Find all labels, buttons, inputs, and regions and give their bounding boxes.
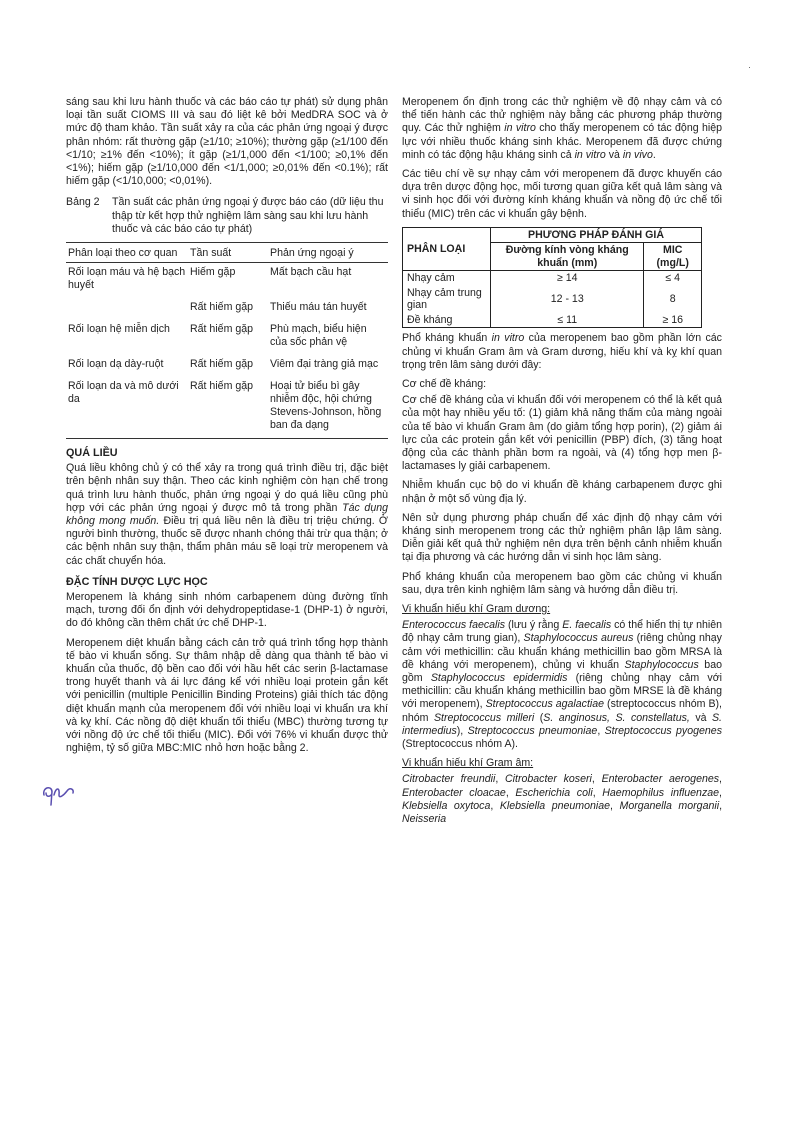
cell-reaction: Thiếu máu tán huyết (270, 301, 367, 314)
testing-paragraph: Nên sử dụng phương pháp chuẩn để xác định độ nhạy cảm với kháng sinh meropenem trong các thử nghiệm phân lập lâm sàng. Diễn giải kết quả thử nghiệm nên dựa trên bệnh cảnh nhiễm khuẩn tại địa phương và các hướng dẫn vi sinh học lâm sàng. (402, 511, 722, 564)
mic-category: Đề kháng (403, 313, 491, 328)
gram-negative-list: Citrobacter freundii, Citrobacter koseri, Enterobacter aerogenes, Enterobacter cloacae, Escherichia coli, Haemophilus influenzae, Klebsiella oxytoca, Klebsiella pneumoniae, Morganella morganii, Neisseria (402, 773, 723, 826)
table-2-caption (66, 196, 388, 236)
cell-organ-class: Rối loạn hệ miễn dịch (68, 323, 170, 336)
mic-value: ≥ 16 (644, 313, 702, 328)
mic-category: Nhạy cảm trung gian (403, 286, 491, 313)
gram-positive-label: Vi khuẩn hiếu khí Gram dương: (402, 602, 551, 615)
mic-header-category: PHÂN LOẠI (403, 227, 491, 271)
cell-frequency: Rất hiếm gặp (188, 377, 268, 439)
table-row (66, 355, 388, 377)
pharmacodynamics-heading: ĐẶC TÍNH DƯỢC LỰC HỌC (66, 575, 208, 588)
susceptibility-table (402, 227, 702, 329)
pharmacodynamics-paragraph-2: Meropenem diệt khuẩn bằng cách cản trở quá trình tổng hợp thành tế bào vi khuẩn sống. Sự thâm nhập dễ dàng qua thành tế bào vi khuẩn của thuốc, độ bền cao đối với hầu hết các serin β-lactamase trong huyết thanh và ái lực đáng kể với nhiều loại protein gắn kết với penicillin (multiple Penicillin Binding Proteins) giải thích tác động diệt khuẩn mạnh của meropenem đối với nhiều loại vi khuẩn ưa khí và kỵ khí. Các nồng độ diệt khuẩn tối thiểu (MBC) thường tương tự với nồng độ ức chế tối thiểu (MIC). Đối với 76% vi khuẩn được thử nghiệm, tỷ số giữa MBC:MIC nhỏ hơn hoặc bằng 2. (66, 636, 388, 755)
cell-frequency: Rất hiếm gặp (190, 323, 254, 336)
cell-reaction: Mất bạch cầu hạt (270, 266, 352, 279)
table-caption-text: Tần suất các phản ứng ngoại ý được báo cáo (dữ liệu thu thập từ kết hợp thử nghiệm lâm sàng sau khi lưu hành thuốc và các báo cáo tự phát) (112, 196, 384, 235)
cell-frequency: Rất hiếm gặp (190, 301, 254, 314)
table-row (66, 298, 388, 320)
header-frequency: Tần suất (188, 243, 268, 263)
handwritten-initials-icon (40, 781, 80, 807)
table-caption-number: Bảng 2 (66, 196, 100, 209)
cioms-paragraph: sáng sau khi lưu hành thuốc và các báo cáo tự phát) sử dụng phân loại tần suất CIOMS III và sau đó liệt kê bởi MedDRA SOC và ở mức độ tham khảo. Tần suất xảy ra của các phản ứng ngoại ý được phân nhóm: rất thường gặp (≥1/10; ≥10%); thường gặp (≥1/100 đến <1/10; ≥1% đến <10%); ít gặp (≥1/1,000 đến <1/100; ≥0,1% đến <1%); hiếm gặp (≥1/10,000 đến <1/1,000; ≥0,01% đến <0.1%); rất hiếm gặp (<1/10,000; <0,01%). (66, 96, 388, 188)
resistance-label: Cơ chế đề kháng: (402, 377, 487, 390)
table-row (403, 271, 702, 286)
cell-frequency: Hiếm gặp (190, 266, 236, 279)
cell-organ-class: Rối loạn da và mô dưới da (66, 377, 188, 439)
cell-reaction: Phù mạch, biểu hiện của sốc phản vệ (270, 323, 367, 349)
table-row (66, 377, 388, 439)
mic-header-method: PHƯƠNG PHÁP ĐÁNH GIÁ (491, 227, 702, 243)
header-organ-class: Phân loại theo cơ quan (66, 243, 188, 263)
local-resistance-paragraph: Nhiễm khuẩn cục bộ do vi khuẩn đề kháng carbapenem được ghi nhận ở một số vùng địa lý. (402, 479, 722, 505)
table-row (403, 313, 702, 328)
mic-subheader-zone: Đường kính vòng kháng khuẩn (mm) (491, 243, 644, 271)
gram-positive-list: Enterococcus faecalis (lưu ý rằng E. faecalis có thể hiển thị tự nhiên độ nhạy cảm trung gian), Staphylococcus aureus (riêng chủng nhạy cảm với methicillin: cầu khuẩn kháng methicillin bao gồm MRSA là đề kháng với meropenem), chủng vi khuẩn Staphylococcus bao gồm Staphylococcus epidermidis (riêng chủng nhạy cảm với methicillin: cầu khuẩn kháng methicillin bao gồm MRSE là đề kháng với meropenem), Streptococcus agalactiae (streptococcus nhóm B), nhóm Streptococcus milleri (S. anginosus, S. constellatus, và S. intermedius), Streptococcus pneumoniae, Streptococcus pyogenes (Streptococcus nhóm A). (402, 619, 722, 751)
header-reaction: Phản ứng ngoại ý (268, 243, 388, 263)
cell-organ-class: Rối loạn máu và hệ bạch huyết (68, 266, 186, 292)
table-row (66, 320, 388, 355)
cell-organ-class (66, 298, 188, 320)
cell-organ-class: Rối loạn dạ dày-ruột (68, 358, 164, 371)
left-column (66, 96, 388, 762)
table-row (403, 286, 702, 313)
spectrum-intro-paragraph: Phổ kháng khuẩn của meropenem bao gồm các chủng vi khuẩn sau, dựa trên kinh nghiệm lâm sàng và hướng dẫn điều trị. (402, 570, 722, 596)
pharmacodynamics-paragraph-1: Meropenem là kháng sinh nhóm carbapenem dùng đường tĩnh mạch, tương đối ổn định với dehydropeptidase-1 (DHP-1) ở người, do đó không cần thêm chất ức chế DHP-1. (66, 591, 388, 630)
stability-paragraph: Meropenem ổn định trong các thử nghiệm về độ nhạy cảm và có thể tiến hành các thử nghiệm này bằng các phương pháp thường quy. Các thử nghiệm in vitro cho thấy meropenem có tác động hiệp lực với nhiều thuốc kháng sinh khác. Meropenem đã được chứng minh có tác động hậu kháng sinh cả in vitro và in vivo. (402, 96, 723, 161)
resistance-paragraph: Cơ chế đề kháng của vi khuẩn đối với meropenem có thể là kết quả của một hay nhiều yếu tố: (1) giảm khả năng thấm của màng ngoài của tế bào vi khuẩn Gram âm (do giảm tổng hợp porin), (2) giảm ái lực của các protein gắn kết với penicillin (PBP) đích, (3) tăng hoạt động của các thành phần bơm ra ngoài, và (4) tổng hợp men β-lactamases ly giải carbapenem. (402, 394, 722, 473)
mic-value: 8 (644, 286, 702, 313)
table-row (66, 263, 388, 299)
cell-reaction: Hoại tử biểu bì gây nhiễm độc, hội chứng Stevens-Johnson, hồng ban đa dạng (268, 377, 388, 439)
corner-mark: · (748, 62, 751, 72)
cell-reaction: Viêm đại tràng giả mạc (270, 358, 379, 371)
overdose-paragraph: Quá liều không chủ ý có thể xảy ra trong quá trình điều trị, đặc biệt trên bệnh nhân suy thận. Theo các kinh nghiệm còn hạn chế trong quá trình lưu hành thuốc, phản ứng ngoại ý do quá liều cũng phù hợp với các phản ứng ngoại ý được mô tả trong phần Tác dụng không mong muốn. Điều trị quá liều nên là điều trị triệu chứng. Ở người bình thường, thuốc sẽ được nhanh chóng thải trừ qua thận; ở các bệnh nhân suy thận, thẩm phân máu sẽ loại trừ meropenem và các chất chuyển hóa. (66, 462, 388, 567)
mic-category: Nhạy cảm (403, 271, 491, 286)
mic-zone-value: ≥ 14 (491, 271, 644, 286)
mic-table-header-row (403, 227, 702, 243)
overdose-heading: QUÁ LIỀU (66, 447, 118, 460)
table-header-row (66, 243, 388, 263)
right-column (402, 96, 722, 832)
gram-negative-label: Vi khuẩn hiếu khí Gram âm: (402, 757, 534, 770)
spectrum-paragraph: Phổ kháng khuẩn in vitro của meropenem bao gồm phần lớn các chủng vi khuẩn Gram âm và Gram dương, hiếu khí và kỵ khí quan trọng trên lâm sàng dưới đây: (402, 332, 722, 371)
cell-frequency: Rất hiếm gặp (190, 358, 254, 371)
mic-zone-value: ≤ 11 (491, 313, 644, 328)
adverse-reaction-table (66, 242, 388, 439)
mic-zone-value: 12 - 13 (491, 286, 644, 313)
criteria-paragraph: Các tiêu chí về sự nhạy cảm với meropenem đã được khuyến cáo dựa trên dược động học, mối tương quan giữa kết quả lâm sàng và vi sinh học đối với đường kính kháng khuẩn và nồng độ ức chế tối thiểu (MIC) trên các vi khuẩn gây bệnh. (402, 168, 722, 220)
mic-subheader-mic: MIC (mg/L) (644, 243, 702, 271)
mic-value: ≤ 4 (644, 271, 702, 286)
